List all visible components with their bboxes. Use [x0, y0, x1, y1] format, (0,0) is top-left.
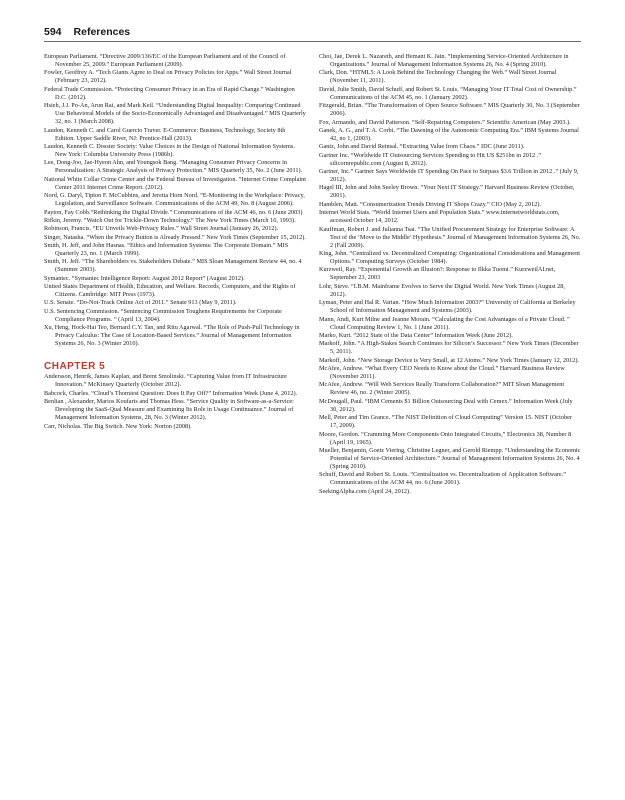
reference-entry: National White Collar Crime Center and the Federal Bureau of Investigation. “Internet Crime Complaint Center 2011 Internet Crime Report. (2012).	[44, 175, 306, 191]
reference-entry: McAfee, Andrew. “Will Web Services Really Transform Collaboration?” MIT Sloan Management Review 46, no. 2 (Winter 2005).	[319, 381, 565, 397]
reference-entry: Gartner, Inc.” Gartner Says Worldwide IT Spending On Pace to Surpass $3.6 Trillion in 2012 .” (July 9, 2012).	[319, 168, 579, 184]
page-number: 594	[44, 26, 62, 38]
reference-entry: Clark, Don. “HTML5: A Look Behind the Technology Changing the Web.” Wall Street Journal (November 11, 2011).	[319, 69, 557, 85]
reference-entry: Symantec. “Symantec Intelligence Report: August 2012 Report” (August 2012).	[44, 274, 245, 282]
chapter5-reference-list	[44, 373, 306, 430]
reference-entry: Federal Trade Commission. “Protecting Consumer Privacy in an Era of Rapid Change.” Washington D.C. (2012).	[44, 85, 295, 101]
reference-entry: Hagel III, John and John Seeley Brown. “Your Next IT Strategy.” Harvard Business Review (October, 2001).	[319, 184, 575, 200]
reference-entry: McAfee, Andrew. “What Every CEO Needs to Know about the Cloud.” Harvard Business Review (November 2011).	[319, 365, 565, 381]
reference-entry: Markoff, John. “New Storage Device is Very Small, at 12 Atoms.” New York Times (January 12, 2012).	[319, 356, 579, 364]
reference-entry: Lohr, Steve. “I.B.M. Mainframe Evolves to Serve the Digital World. New York Times (August 28, 2012).	[319, 282, 565, 298]
reference-entry: Kauffman, Robert J. and Julianna Tsai. “The Unified Procurement Strategy for Enterprise Software: A Test of the ‘Move to the Middle’ Hypothesis.” Journal of Management Information Systems 26, No. 2 (Fall 2009).	[319, 225, 581, 249]
header-rule	[44, 41, 581, 42]
reference-entry: Laudon, Kenneth C. and Carol Guercio Traver. E-Commerce: Business, Technology, Society 8th Edition. Upper Saddle River, NJ: Prentice-Hall (2013).	[44, 126, 286, 142]
reference-entry: Kurzweil, Ray. “Exponential Growth an Illusion?: Response to Ilkka Tuomi.” KurzweilAI.net, September 23, 2003	[319, 266, 556, 282]
reference-entry: Benlian , Alexander, Marios Koufaris and Thomas Hess. “Service Quality in Software-as-a-Service: Developing the SaaS-Qual Measure and Examining Its Role in Usage Continuance.” Journal of Management Information Systems, 28, No. 3 (Winter 2012).	[44, 398, 294, 422]
reference-entry: Smith, H. Jeff, and John Hasnas. “Ethics and Information Systems: The Corporate Domain.” MIS Quarterly 23, no. 1 (March 1999).	[44, 241, 289, 257]
running-header	[44, 26, 130, 42]
left-column	[44, 53, 306, 431]
reference-entry: McDougall, Paul. “IBM Cements $1 Billion Outsourcing Deal with Cemex.” Information Week (July 30, 2012).	[319, 397, 573, 413]
left-reference-list	[44, 53, 306, 348]
reference-entry: Payton, Fay Cobb.“Rethinking the Digital Divide.” Communications of the ACM 46, no. 6 (June 2003)	[44, 208, 303, 216]
reference-entry: Carr, Nicholas. The Big Switch. New York: Norton (2008).	[44, 422, 192, 430]
reference-entry: Ganek, A. G., and T. A. Corbi. “The Dawning of the Autonomic Computing Era.” IBM Systems Journal 42, no 1, (2003).	[319, 126, 579, 142]
reference-entry: Fowler, Geoffrey A. “Tech Giants Agree to Deal on Privacy Policies for Apps.” Wall Street Journal (February 23, 2012).	[44, 69, 292, 85]
reference-entry: Choi, Jae, Derek L. Nazareth, and Hemant K. Jain. “Implementing Service-Oriented Architecture in Organizations.” Journal of Management Information Systems 26, No. 4 (Spring 2010).	[319, 53, 569, 69]
reference-entry: Andersson, Henrik, James Kaplan, and Brent Smolinski. “Capturing Value from IT Infrastructure Innovation.” McKinsey Quarterly (October 2012).	[44, 373, 287, 389]
reference-entry: Internet World Stats. “World Internet Users and Population Stats.” www.internetworldstats.com, accessed October 14, 2012.	[319, 209, 560, 225]
reference-entry: U.S. Sentencing Commission. “Sentencing Commission Toughens Requirements for Corporate Compliance Programs. ” (April 13, 2004).	[44, 307, 282, 323]
reference-entry: European Parliament. “Directive 2009/136/EC of the European Parliament and of the Council of November 25, 2009.” European Parliament (2009).	[44, 53, 286, 69]
reference-entry: Schuff, David and Robert St. Louis. “Centralization vs. Decentralization of Application Software.” Communications of the ACM 44, no. 6 (June 2001).	[319, 471, 567, 487]
reference-entry: U.S. Senate. “Do-Not-Track Online Act of 2011.” Senate 913 (May 9, 2011).	[44, 299, 237, 307]
reference-entry: Moore, Gordon. “Cramming More Components Onto Integrated Circuits,” Electronics 38, Number 8 (April 19, 1965).	[319, 430, 572, 446]
reference-entry: Fox, Armando, and David Patterson. “Self-Repairing Computers.” Scientific American (May 2003.).	[319, 118, 571, 126]
reference-entry: King, John. “Centralized vs. Decentralized Computing: Organizational Considerations and Management Options.” Computing Surveys (October 1984).	[319, 249, 580, 266]
reference-entry: Gantz, John and David Reinsal. “Extracting Value from Chaos.” IDC (June 2011).	[319, 143, 525, 151]
reference-entry: United States Department of Health, Education, and Welfare. Records, Computers, and the Rights of Citizens. Cambridge: MIT Press (1973).	[44, 283, 296, 299]
reference-entry: Xu, Heng, Hock-Hai Teo, Bernard C.Y. Tan, and Ritu Agarwal. “The Role of Push-Pull Technology in Privacy Calculus: The Case of Location-Based Services.” Journal of Management Information Systems 26, No. 3 (Winter 2010).	[44, 324, 300, 348]
reference-entry: Gartner Inc. “Worldwide IT Outsourcing Services Spending to Hit US $251bn in 2012 .” silicornrepublic.com (August 8, 2012).	[319, 151, 542, 167]
reference-entry: Lyman, Peter and Hal R. Varian. “How Much Information 2003?” University of California at Berkeley School of Information Management and Systems (2003).	[319, 299, 576, 315]
right-reference-list	[319, 53, 581, 496]
reference-entry: SeekingAlpha.com (April 24, 2012).	[319, 487, 411, 495]
reference-entry: Marko, Kurt. “2012 State of the Data Center” Information Week (June 2012).	[319, 331, 513, 339]
running-title: References	[73, 26, 131, 38]
chapter-heading: CHAPTER 5	[44, 361, 106, 373]
reference-entry: Robinson, Francis. “EU Unveils Web-Privacy Rules.” Wall Street Journal (January 26, 2012).	[44, 225, 279, 233]
reference-entry: Laudon, Kenneth C. Dossier Society: Value Choices in the Design of National Information Systems. New York: Columbia University Press (1986b).	[44, 143, 295, 159]
right-column	[319, 53, 581, 496]
reference-entry: Mueller, Benjamin, Goetz Viering, Christine Legner, and Gerold Riempp. “Understanding the Economic Potential of Service-Oriented Architecture.” Journal of Management Information Systems 26, No. 4 (Spring 2010).	[319, 446, 581, 471]
reference-entry: Markoff, John. “A High-Stakes Search Continues for Silicon’s Successor.” New York Times (December 5, 2011).	[319, 340, 579, 356]
reference-entry: Mell, Peter and Tim Grance. “The NIST Definition of Cloud Computing” Version 15. NIST (October 17, 2009).	[319, 414, 572, 430]
reference-entry: Fitzgerald, Brian. “The Transformation of Open Source Software.” MIS Quarterly 30, No. 3 (September 2006).	[319, 102, 580, 118]
reference-entry: Hsieh, J.J. Po-An, Arun Rai, and Mark Keil. “Understanding Digital Inequality: Comparing Continued Use Behavioral Models of the Socio-Economically Advantaged and Disadvantaged.” MIS Quarterly 32, no. 1 (March 2008).	[44, 102, 306, 126]
reference-entry: Lee, Dong-Joo, Jae-Hyeon Ahn, and Youngsok Bang. “Managing Consumer Privacy Concerns in Personalization: A Strategic Analysis of Privacy Protection.” MIS Quarterly 35, No. 2 (June 2011).	[44, 159, 303, 175]
reference-entry: Babcock, Charles. “Cloud’s Thorniest Question: Does It Pay Off?” Information Week (June 4, 2012).	[44, 389, 298, 397]
reference-entry: Smith, H. Jeff. “The Shareholders vs. Stakeholders Debate.” MIS Sloan Management Review 44, no. 4 (Summer 2003).	[44, 258, 302, 274]
reference-entry: Rifkin, Jeremy. “Watch Out for Trickle-Down Technology.” The New York Times (March 16, 1993).	[44, 216, 296, 224]
reference-entry: David, Julie Smith, David Schuff, and Robert St. Louis. “Managing Your IT Total Cost of Ownership.” Communications of the ACM 45, no. 1 (January 2002).	[319, 85, 577, 101]
reference-entry: Hamblen, Matt. “Consumerization Trends Driving IT Shops Crazy.” CIO (May 2, 2012).	[319, 200, 542, 208]
reference-entry: Mann, Andi, Kurt Milne and Jeanne Morain. “Calculating the Cost Advantages of a Private Cloud. ” Cloud Computing Review 1, No. 1 (June 2011).	[319, 315, 570, 331]
reference-entry: Nord, G. Daryl, Tipton F. McCubbins, and Jeretta Horn Nord. “E-Monitoring in the Workplace: Privacy, Legislation, and Surveillance Software. Communications of the ACM 49, No. 8 (August 2006).	[44, 192, 305, 208]
reference-entry: Singer, Natasha. “When the Privacy Button is Already Pressed.” New York Times (September 15, 2012).	[44, 233, 306, 241]
